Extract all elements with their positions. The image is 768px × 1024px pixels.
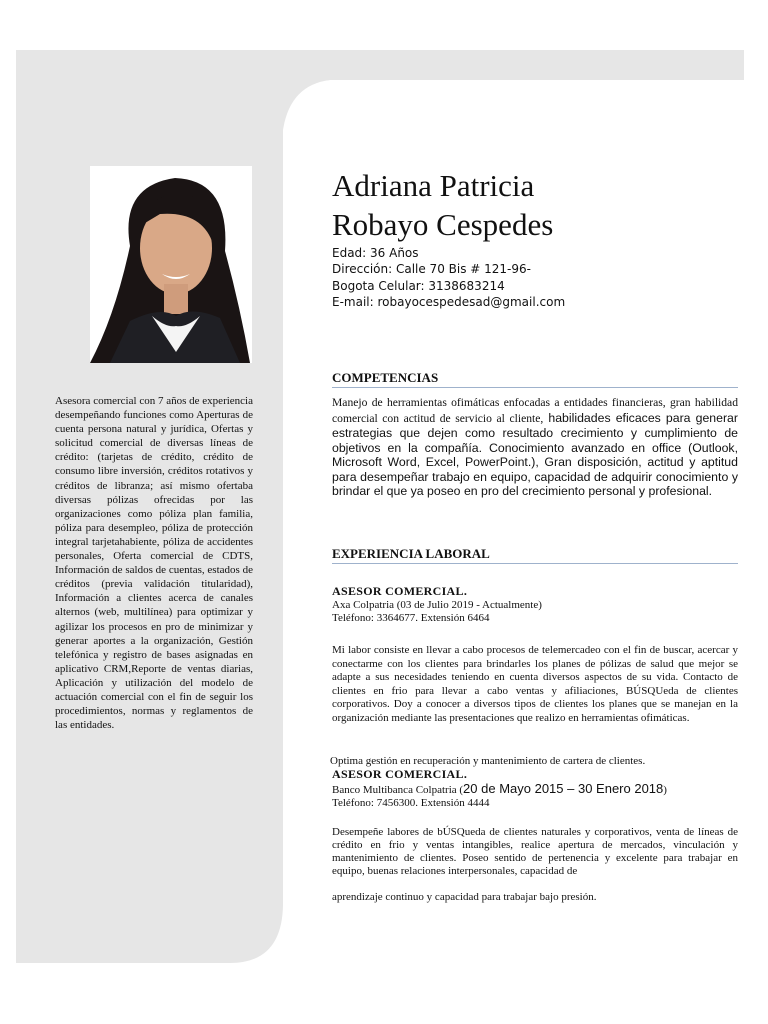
job-2-title: ASESOR COMERCIAL.	[332, 767, 468, 781]
job-2-company: Banco Multibanca Colpatria (	[332, 783, 464, 796]
contact-info	[332, 245, 742, 310]
age: Edad: 36 Años	[332, 246, 419, 260]
name-line-2: Robayo Cespedes	[332, 207, 554, 242]
job-1-description: Mi labor consiste en llevar a cabo procesos de telemercadeo con el fin de buscar, acercar y conectarme con los clientes para brindarles los planes de pólizas de salud que mejor se adapte a sus necesidades teniendo en cuenta diversos aspectos de su vida. Contacto de clientes en frio para llevar a cabo ventas y afiliaciones, BÚSQUeda de clientes corporativos. Doy a conocer a diversos tipos de clientes los planes que se manejan en la organización mediante las presentaciones que realizo en herramientas ofimáticas.	[332, 644, 738, 724]
name-line-1: Adriana Patricia	[332, 168, 535, 203]
competencias-text-part1: Manejo de herramientas ofimáticas enfocadas a entidades financieras, gran habilidad comercial con actitud de servicio al cliente,	[332, 396, 738, 425]
job-2-phone: Teléfono: 7456300. Extensión 4444	[332, 797, 490, 810]
profile-photo	[90, 166, 252, 363]
job-1-title: ASESOR COMERCIAL.	[332, 584, 468, 598]
job-1-company: Axa Colpatria (03 de Julio 2019 - Actualmente)	[332, 598, 542, 611]
competencias-text-part2: habilidades eficaces para generar estrategias que dejen como resultado crecimiento y cumplimiento de objetivos en la compañía. Conocimiento avanzado en office (Outlook, Microsoft Word, Excel, PowerPoint.), Gran disposición, actitud y aptitud para desempeñar trabajo en equipo, capacidad de adquirir conocimiento y brindar el que ya poseo en pro del crecimiento personal y profesional.	[332, 410, 738, 498]
job-2-description: Desempeñe labores de bÚSQueda de clientes naturales y corporativos, venta de líneas de crédito en frio y ventas intangibles, realice apertura de mercados, vinculación y mantenimiento de clientes. Poseo sentido de pertenencia y excelente para trabajar en equipo, buenas relaciones interpersonales, capacidad de	[332, 826, 738, 877]
email: E-mail: robayocespedesad@gmail.com	[332, 294, 566, 309]
candidate-name	[332, 166, 742, 244]
job-2-company-line	[332, 782, 738, 798]
job-1	[332, 585, 738, 626]
job-1-phone: Teléfono: 3364677. Extensión 6464	[332, 612, 490, 625]
job-2	[332, 768, 738, 811]
job-2-description-end: aprendizaje continuo y capacidad para trabajar bajo presión.	[332, 891, 597, 903]
competencias-heading: COMPETENCIAS	[332, 370, 738, 388]
job-2-close: )	[663, 783, 667, 796]
address: Dirección: Calle 70 Bis # 121-96-	[332, 262, 531, 277]
job-2-dates: 20 de Mayo 2015 – 30 Enero 2018	[463, 780, 664, 796]
experiencia-heading: EXPERIENCIA LABORAL	[332, 546, 738, 564]
city-phone: Bogota Celular: 3138683214	[332, 278, 505, 293]
competencias-text	[332, 395, 738, 499]
job-1-extra: Optima gestión en recuperación y mantenimiento de cartera de clientes.	[330, 755, 646, 767]
profile-summary: Asesora comercial con 7 años de experiencia desempeñando funciones como Aperturas de cuenta persona natural y jurídica, Ofertas y solicitud comercial de diversas líneas de crédito: (tarjetas de crédito, crédito de consumo libre inversión, créditos rotativos y créditos de libranza; así mismo ofertaba diversas pólizas ofrecidas por las organizaciones como póliza plan familia, póliza para desempleo, póliza de protección integral tarjetahabiente, póliza de accidentes personales, Oferta comercial de CDTS, Información de saldos de cuentas, estados de créditos (previa validación titularidad), Información a clientes acerca de canales alternos (web, multilínea) para optimizar y agilizar los procesos en pro de minimizar y generar aportes a la organización, Gestión telefónica y registro de bases asignadas en aplicativo CRM,Reporte de ventas diarias, Aplicación y utilización del modelo de actuación comercial con el fin de seguir los procedimientos, normas y reglamentos de las entidades.	[55, 395, 253, 732]
